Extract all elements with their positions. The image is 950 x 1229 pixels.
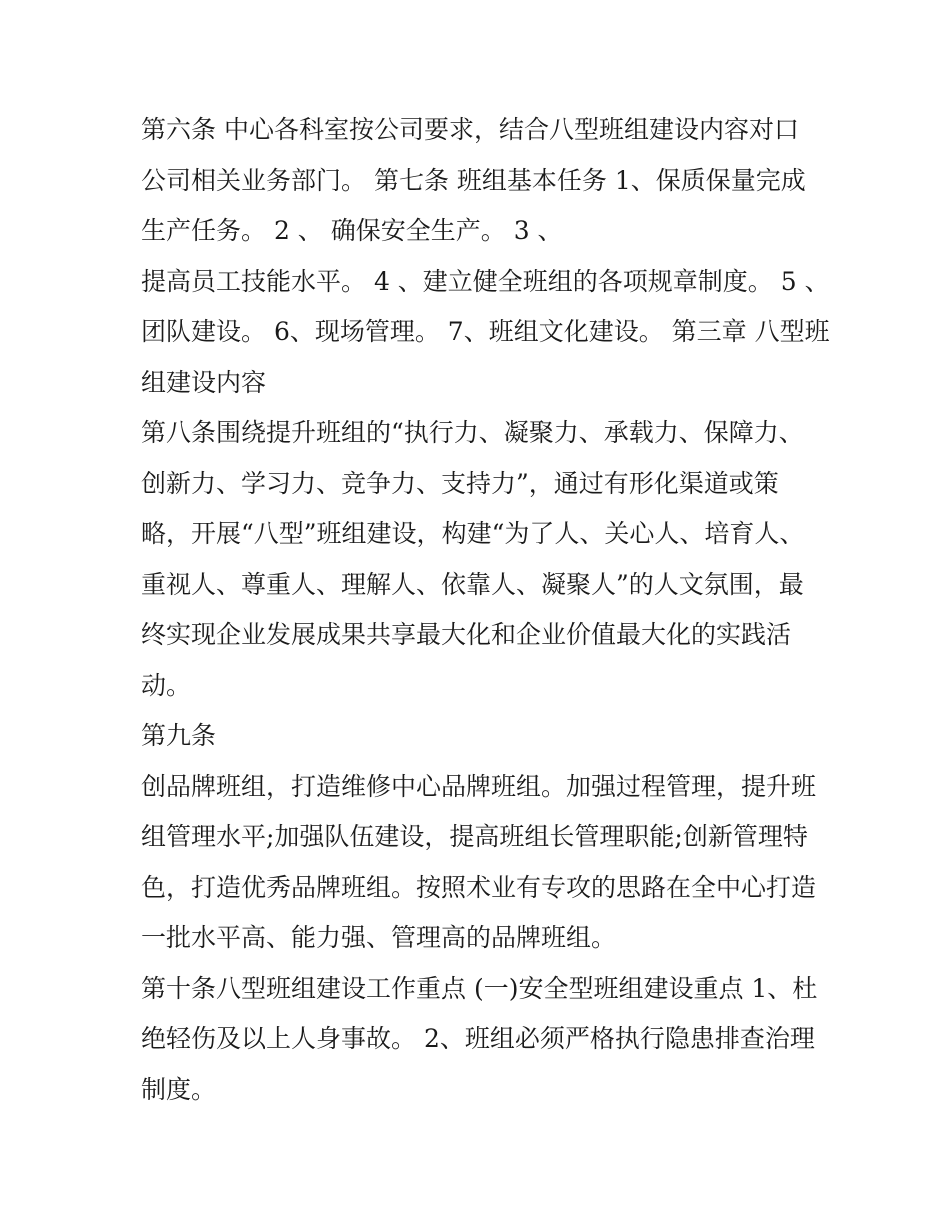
text-line: 创新力、学习力、竞争力、支持力”，通过有形化渠道或策 bbox=[141, 468, 779, 498]
text-line: 第十条八型班组建设工作重点 (一)安全型班组建设重点 1、杜 bbox=[141, 973, 818, 1003]
text-line: 提高员工技能水平。 4 、建立健全班组的各项规章制度。 5 、 bbox=[141, 266, 830, 296]
text-line: 第八条围绕提升班组的“执行力、凝聚力、承载力、保障力、 bbox=[141, 418, 804, 447]
text-line: 动。 bbox=[141, 670, 192, 700]
text-line: 公司相关业务部门。 第七条 班组基本任务 1、保质保量完成 bbox=[141, 165, 806, 195]
text-line: 团队建设。 6、现场管理。 7、班组文化建设。 第三章 八型班 bbox=[141, 317, 830, 346]
text-line: 一批水平高、能力强、管理高的品牌班组。 bbox=[141, 923, 617, 952]
text-line: 略，开展“八型”班组建设，构建“为了人、关心人、培育人、 bbox=[141, 519, 805, 548]
text-line: 色，打造优秀品牌班组。按照术业有专攻的思路在全中心打造 bbox=[141, 872, 817, 902]
text-line: 创品牌班组，打造维修中心品牌班组。加强过程管理，提升班 bbox=[141, 771, 817, 801]
text-line: 制度。 bbox=[141, 1074, 217, 1104]
text-line: 第六条 中心各科室按公司要求，结合八型班组建设内容对口 bbox=[141, 115, 799, 144]
text-line: 组建设内容 bbox=[141, 367, 267, 397]
document-body bbox=[141, 105, 831, 1115]
text-line: 生产任务。 2 、 确保安全生产。 3 、 bbox=[141, 216, 563, 245]
text-line: 组管理水平;加强队伍建设，提高班组长管理职能;创新管理特 bbox=[141, 822, 808, 851]
text-line: 终实现企业发展成果共享最大化和企业价值最大化的实践活 bbox=[141, 620, 792, 649]
text-line: 第九条 bbox=[141, 721, 217, 750]
text-line: 重视人、尊重人、理解人、依靠人、凝聚人”的人文氛围，最 bbox=[141, 569, 804, 599]
text-line: 绝轻伤及以上人身事故。 2、班组必须严格执行隐患排查治理 bbox=[141, 1024, 815, 1053]
